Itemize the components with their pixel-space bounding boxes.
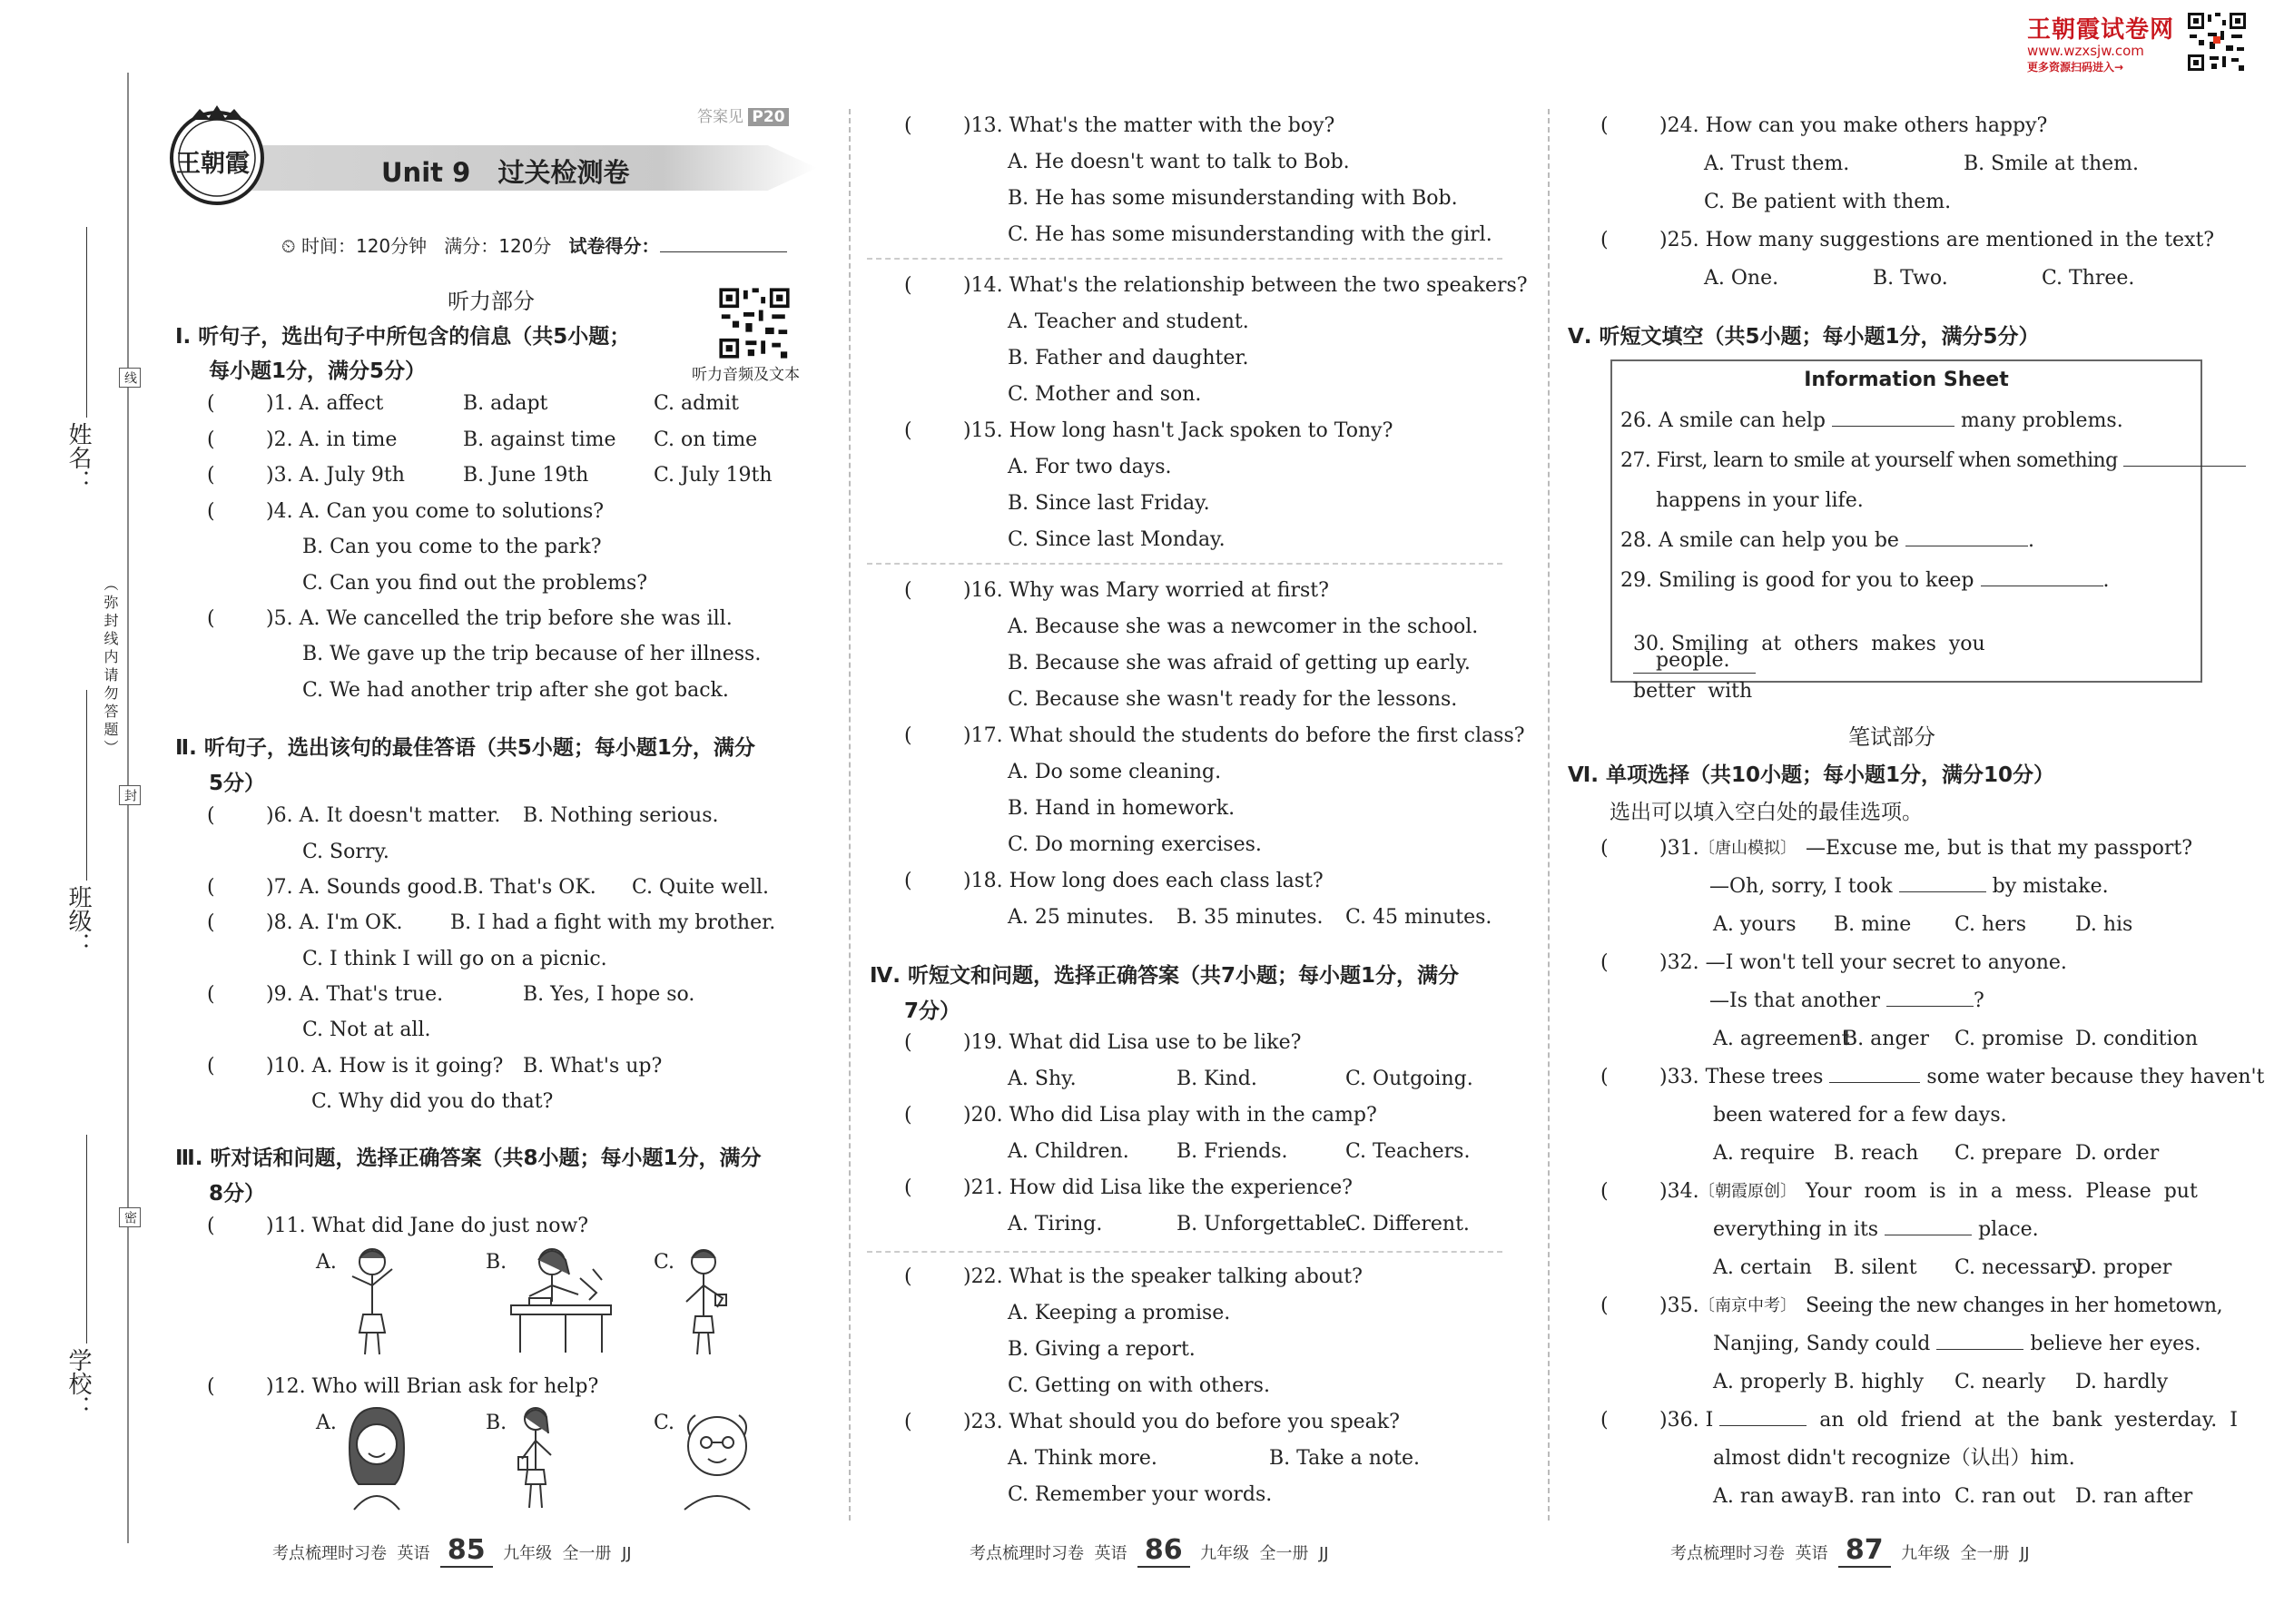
q25-stem: )25. How many suggestions are mentioned in the text? [1659,229,2215,251]
info-29-text: 29. Smiling is good for you to keep [1620,569,1974,592]
q23-option-a[interactable]: A. Think more. [1008,1447,1157,1470]
section-6-line2: 选出可以填入空白处的最佳选项。 [1610,801,1923,824]
q24 [1600,114,2048,138]
q33-stem-2: some water because they haven't [1926,1066,2265,1088]
q32-stem-3: ? [1974,989,1984,1012]
q33-line2: been watered for a few days. [1713,1104,2007,1127]
q34 [1600,1180,2198,1204]
answer-paren[interactable]: ( [904,419,912,442]
q14-stem: )14. What's the relationship between the two speakers? [963,274,1528,297]
q25-option-a[interactable]: A. One. [1704,267,1779,290]
binding-name-label: 姓名： [64,422,92,493]
answer-ref-page: P20 [748,108,788,126]
binding-line [127,73,129,1543]
q21-option-c[interactable]: C. Different. [1345,1213,1470,1235]
q5 [207,607,733,631]
q14-option-c[interactable]: C. Mother and son. [1008,383,1202,406]
q35-stem-3: believe her eyes. [2030,1333,2201,1355]
q2-option-b[interactable]: B. against time [463,428,616,451]
q3-option-c[interactable]: C. July 19th [654,464,773,487]
answer-paren[interactable]: ( [207,911,215,934]
q13 [904,114,1335,138]
q32-option-c[interactable]: C. promise [1954,1028,2064,1050]
girl-standing-picture[interactable] [504,1403,567,1511]
brand-block [2027,11,2174,74]
q10 [207,1055,663,1078]
information-sheet-title: Information Sheet [1804,369,2009,391]
q35-option-a[interactable]: A. properly [1713,1371,1826,1393]
q25 [1600,229,2215,252]
answer-paren[interactable]: ( [904,114,912,137]
q18-stem: )18. How long does each class last? [963,870,1324,892]
q22-option-a[interactable]: A. Keeping a promise. [1008,1302,1231,1324]
q3 [207,464,773,487]
q9-option-a[interactable]: )9. A. That's true. [266,983,444,1006]
q34-option-d[interactable]: D. proper [2075,1256,2172,1279]
answer-paren[interactable]: ( [904,1031,912,1054]
q2-option-c[interactable]: C. on time [654,428,758,451]
divider [867,1251,1502,1253]
q34-stem-3: place. [1978,1218,2039,1241]
q34-line2 [1713,1218,2039,1242]
q2 [207,428,758,452]
q8-option-a[interactable]: )8. A. I'm OK. [266,911,403,934]
q17-option-b[interactable]: B. Hand in homework. [1008,797,1236,820]
q31-blank[interactable] [1899,875,1986,892]
q20-option-c[interactable]: C. Teachers. [1345,1140,1471,1163]
q24-stem: )24. How can you make others happy? [1659,114,2048,137]
q13-option-b[interactable]: B. He has some misunderstanding with Bob. [1008,187,1458,210]
info-28-text: 28. A smile can help you be [1620,529,1899,552]
binding-class-line [86,690,87,881]
info-26-text: 26. A smile can help [1620,409,1826,432]
q36-option-c[interactable]: C. ran out [1954,1485,2056,1508]
q16 [904,579,1329,603]
answer-paren[interactable]: ( [1600,1294,1609,1317]
q1-option-a[interactable]: )1. A. affect [266,392,384,415]
binding-school-label: 学校： [64,1348,92,1419]
exam-total: 满分：120分 [444,235,552,257]
section-3-line1: Ⅲ. 听对话和问题，选择正确答案（共8小题；每小题1分，满分 [175,1147,762,1170]
q31-line2 [1709,875,2109,899]
info-30-text: 30. Smiling at others makes you [1633,633,1985,655]
answer-paren[interactable]: ( [207,804,215,827]
q34-option-a[interactable]: A. certain [1713,1256,1812,1279]
answer-paren[interactable]: ( [1600,1066,1609,1088]
q18-option-a[interactable]: A. 25 minutes. [1008,906,1155,929]
q10-option-c[interactable]: C. Why did you do that? [311,1090,554,1113]
q36-stem-line [1659,1409,2238,1432]
exam-time: 时间：120分钟 [300,235,428,257]
answer-paren[interactable]: ( [904,724,912,747]
q33-stem: )33. These trees [1659,1066,1824,1088]
exam-info [281,231,787,258]
q7-option-a[interactable]: )7. A. Sounds good. [266,876,464,899]
answer-paren[interactable]: ( [904,1265,912,1288]
q21 [904,1176,1353,1200]
q11-stem: )11. What did Jane do just now? [266,1215,589,1237]
q32-option-b[interactable]: B. anger [1843,1028,1930,1050]
q7 [207,876,770,900]
q21-option-a[interactable]: A. Tiring. [1008,1213,1103,1235]
section-1-line1: Ⅰ. 听句子，选出句子中所包含的信息（共5小题； [175,325,631,349]
q32-blank[interactable] [1886,989,1974,1007]
q32-stem-2: —Is that another [1709,989,1881,1012]
answer-paren[interactable]: ( [904,1176,912,1199]
answer-paren[interactable]: ( [207,392,215,415]
q8-option-c[interactable]: C. I think I will go on a picnic. [302,948,607,970]
q34-stem: Your room is in a mess. Please put [1806,1180,2198,1203]
info-row-26 [1620,409,2123,433]
q15-option-b[interactable]: B. Since last Friday. [1008,492,1210,515]
q11 [207,1215,589,1238]
q6-option-b[interactable]: B. Nothing serious. [523,804,719,827]
q19-option-c[interactable]: C. Outgoing. [1345,1068,1473,1090]
q4-option-c[interactable]: C. Can you find out the problems? [302,572,648,595]
answer-paren[interactable]: ( [1600,229,1609,251]
q33-option-b[interactable]: B. reach [1834,1142,1919,1165]
q1-option-b[interactable]: B. adapt [463,392,548,415]
q3-option-b[interactable]: B. June 19th [463,464,589,487]
q5-option-b[interactable]: B. We gave up the trip because of her illness. [302,643,762,665]
section-2-line2: 5分） [209,772,266,795]
page-number: 85 [440,1534,493,1568]
info-29-text-end: . [2102,569,2110,592]
answer-paren[interactable]: ( [904,1104,912,1127]
footer-left-text: 考点梳理时习卷 英语 [970,1544,1127,1563]
q16-option-a[interactable]: A. Because she was a newcomer in the school. [1008,615,1479,638]
q22-option-b[interactable]: B. Giving a report. [1008,1338,1196,1361]
info-row-28 [1620,529,2034,553]
answer-paren[interactable]: ( [207,607,215,630]
q31-option-c[interactable]: C. hers [1954,913,2027,936]
answer-paren[interactable]: ( [1600,951,1609,974]
q15-option-a[interactable]: A. For two days. [1008,456,1172,478]
q18-option-b[interactable]: B. 35 minutes. [1177,906,1324,929]
q36-stem-2: an old friend at the bank yesterday. I [1819,1409,2238,1432]
divider [867,258,1502,260]
info-30-text-wrap: people. [1656,649,1730,672]
q32-option-d[interactable]: D. condition [2075,1028,2198,1050]
listening-title: 听力部分 [448,289,535,314]
q34-option-c[interactable]: C. necessary [1954,1256,2083,1279]
brand-url: www.wzxsjw.com [2027,43,2144,59]
answer-paren[interactable]: ( [207,1055,215,1078]
section-3-line2: 8分） [209,1182,266,1206]
q24-option-a[interactable]: A. Trust them. [1704,153,1850,175]
q34-option-b[interactable]: B. silent [1834,1256,1917,1279]
answer-paren[interactable]: ( [1600,837,1609,860]
answer-paren[interactable]: ( [207,464,215,487]
writing-title: 笔试部分 [1848,724,1935,750]
answer-paren[interactable]: ( [207,983,215,1006]
section-1-line2: 每小题1分，满分5分） [209,359,427,383]
q32-option-a[interactable]: A. agreement [1713,1028,1850,1050]
q16-option-b[interactable]: B. Because she was afraid of getting up early. [1008,652,1471,674]
q31-stem-3: by mistake. [1992,875,2109,898]
q33-blank[interactable] [1829,1066,1920,1083]
girl-at-desk-picture[interactable] [502,1242,620,1360]
q20-stem: )20. Who did Lisa play with in the camp? [963,1104,1377,1127]
q19-option-b[interactable]: B. Kind. [1177,1068,1257,1090]
q35-stem-2: Nanjing, Sandy could [1713,1333,1931,1355]
q20-option-a[interactable]: A. Children. [1008,1140,1129,1163]
q34-blank[interactable] [1885,1218,1972,1235]
logo-name: 王朝霞 [176,150,250,178]
q17-option-c[interactable]: C. Do morning exercises. [1008,833,1262,856]
binding-mark-mi: 密 [119,1207,141,1227]
old-man-picture[interactable] [672,1403,763,1511]
section-5-title: Ⅴ. 听短文填空（共5小题；每小题1分，满分5分） [1568,325,2040,349]
q35 [1600,1294,2223,1318]
footer-page-85 [272,1534,632,1566]
q31 [1600,837,2193,861]
q12 [207,1375,599,1399]
exam-score-label: 试卷得分： [568,235,660,257]
answer-paren[interactable]: ( [1600,1180,1609,1203]
section-6-line1: Ⅵ. 单项选择（共10小题；每小题1分，满分10分） [1568,763,2055,787]
answer-paren[interactable]: ( [904,870,912,892]
q36-line2: almost didn't recognize（认出）him. [1713,1447,2075,1470]
answer-paren[interactable]: ( [207,876,215,899]
q11-option-b-label[interactable]: B. [486,1251,507,1274]
q13-option-a[interactable]: A. He doesn't want to talk to Bob. [1008,151,1350,173]
q2-option-a[interactable]: )2. A. in time [266,428,398,451]
q13-option-c[interactable]: C. He has some misunderstanding with the girl. [1008,223,1492,246]
q33-option-a[interactable]: A. require [1713,1142,1816,1165]
q31-option-b[interactable]: B. mine [1834,913,1912,936]
score-blank[interactable] [660,235,787,252]
q12-option-c-label[interactable]: C. [654,1412,675,1434]
q15-stem: )15. How long hasn't Jack spoken to Tony? [963,419,1393,442]
q7-option-b[interactable]: B. That's OK. [463,876,596,899]
footer-page-87 [1670,1534,2030,1566]
q3-option-a[interactable]: )3. A. July 9th [266,464,405,487]
q4-option-a[interactable]: )4. A. Can you come to solutions? [266,500,605,523]
footer-left-text: 考点梳理时习卷 英语 [1670,1544,1828,1563]
answer-paren[interactable]: ( [904,579,912,602]
info-row-29 [1620,569,2110,593]
binding-class-label: 班级： [64,885,92,956]
footer-grade-text: 九年级 全一册 JJ [503,1544,632,1563]
q36-option-d[interactable]: D. ran after [2075,1485,2193,1508]
q22-option-c[interactable]: C. Getting on with others. [1008,1374,1270,1397]
binding-school-line [86,1135,87,1343]
q23-option-c[interactable]: C. Remember your words. [1008,1483,1273,1506]
q17-stem: )17. What should the students do before the first class? [963,724,1525,747]
q22-stem: )22. What is the speaker talking about? [963,1265,1363,1288]
divider [867,563,1502,565]
binding-mark-feng: 封 [119,785,141,805]
q7-option-c[interactable]: C. Quite well. [632,876,770,899]
q24-option-b[interactable]: B. Smile at them. [1964,153,2140,175]
brand-name: 王朝霞试卷网 [2027,16,2175,44]
q19 [904,1031,1302,1055]
section-2-line1: Ⅱ. 听句子，选出该句的最佳答语（共5小题；每小题1分，满分 [175,736,755,760]
q17 [904,724,1525,748]
q6 [207,804,719,828]
q25-option-c[interactable]: C. Three. [2042,267,2135,290]
q18-option-c[interactable]: C. 45 minutes. [1345,906,1492,929]
q10-option-a[interactable]: )10. A. How is it going? [266,1055,504,1078]
q32-line2 [1709,989,1984,1013]
q31-stem-2: —Oh, sorry, I took [1709,875,1893,898]
section-4-line1: Ⅳ. 听短文和问题，选择正确答案（共7小题；每小题1分，满分 [870,964,1460,988]
q35-number: )35. [1659,1294,1699,1317]
answer-paren[interactable]: ( [207,1375,215,1398]
footer-left-text: 考点梳理时习卷 英语 [272,1544,430,1563]
q32-stem: )32. —I won't tell your secret to anyone. [1659,951,2067,974]
footer-grade-text: 九年级 全一册 JJ [1200,1544,1329,1563]
q8 [207,911,776,935]
q36-blank[interactable] [1719,1409,1807,1426]
q35-option-b[interactable]: B. highly [1834,1371,1925,1393]
q17-option-a[interactable]: A. Do some cleaning. [1008,761,1222,783]
q33 [1600,1066,2265,1089]
q14-option-a[interactable]: A. Teacher and student. [1008,310,1249,333]
info-30-text-end: better with [1633,680,1753,703]
q35-option-c[interactable]: C. nearly [1954,1371,2046,1393]
brand-slogan: 更多资源扫码进入→ [2027,61,2124,74]
q35-source-tag: 〔南京中考〕 [1698,1296,1797,1315]
answer-paren[interactable]: ( [1600,1409,1609,1432]
q9 [207,983,695,1007]
answer-paren[interactable]: ( [1600,114,1609,137]
page-title: Unit 9 过关检测卷 [381,157,630,188]
q33-option-c[interactable]: C. prepare [1954,1142,2063,1165]
q35-line2 [1713,1333,2200,1356]
brand-qr-icon[interactable] [2186,11,2248,73]
q34-source-tag: 〔朝霞原创〕 [1698,1182,1797,1201]
column-divider-1 [849,109,851,1521]
q33-stem-line [1659,1066,2264,1089]
footer-page-86 [970,1534,1329,1566]
logo-badge [163,102,271,209]
q31-option-d[interactable]: D. his [2075,913,2133,936]
q1 [207,392,739,416]
qr-caption: 听力音频及文本 [692,366,800,384]
q36-stem: )36. I [1659,1409,1714,1432]
q8-option-b[interactable]: B. I had a fight with my brother. [450,911,776,934]
q34-number: )34. [1659,1180,1699,1203]
q32 [1600,951,2067,975]
q9-option-b[interactable]: B. Yes, I hope so. [523,983,695,1006]
q19-stem: )19. What did Lisa use to be like? [963,1031,1302,1054]
answer-ref [697,103,789,126]
q36-option-b[interactable]: B. ran into [1834,1485,1942,1508]
q5-option-c[interactable]: C. We had another trip after she got back. [302,679,729,702]
woman-picture[interactable] [336,1403,418,1511]
binding-mark-xian: 线 [119,368,141,388]
q19-option-a[interactable]: A. Shy. [1008,1068,1077,1090]
listening-qr-icon[interactable] [717,286,792,360]
q22 [904,1265,1363,1289]
q34-stem-2: everything in its [1713,1218,1879,1241]
answer-paren[interactable]: ( [207,500,215,523]
answer-paren[interactable]: ( [207,1215,215,1237]
clock-icon: ⏲ [281,235,296,257]
q35-option-d[interactable]: D. hardly [2075,1371,2169,1393]
q15-option-c[interactable]: C. Since last Monday. [1008,528,1226,551]
q20 [904,1104,1377,1127]
q6-option-a[interactable]: )6. A. It doesn't matter. [266,804,501,827]
q10-option-b[interactable]: B. What's up? [523,1055,663,1078]
answer-paren[interactable]: ( [904,274,912,297]
q15 [904,419,1393,443]
q12-option-a-label[interactable]: A. [316,1412,337,1434]
q16-option-c[interactable]: C. Because she wasn't ready for the lessons. [1008,688,1458,711]
info-29-blank[interactable] [1981,569,2103,586]
info-26-blank[interactable] [1832,409,1954,427]
answer-paren[interactable]: ( [904,1411,912,1433]
q20-option-b[interactable]: B. Friends. [1177,1140,1288,1163]
q33-option-d[interactable]: D. order [2075,1142,2160,1165]
page-number: 86 [1137,1534,1190,1568]
q14 [904,274,1528,298]
q36-option-a[interactable]: A. ran away [1713,1485,1834,1508]
q9-option-c[interactable]: C. Not at all. [302,1019,431,1041]
info-27-text: 27. First, learn to smile at yourself when something [1620,449,2118,472]
q13-stem: )13. What's the matter with the boy? [963,114,1335,137]
page-number: 87 [1838,1534,1891,1568]
q24-option-c[interactable]: C. Be patient with them. [1704,191,1952,213]
girl-dancing-picture[interactable] [336,1242,409,1360]
q11-option-a-label[interactable]: A. [316,1251,337,1274]
q6-option-c[interactable]: C. Sorry. [302,841,389,863]
girl-with-cup-picture[interactable] [672,1242,735,1360]
q21-stem: )21. How did Lisa like the experience? [963,1176,1353,1199]
q4-option-b[interactable]: B. Can you come to the park? [302,536,602,558]
binding-name-line [86,227,87,418]
q18 [904,870,1324,893]
footer-grade-text: 九年级 全一册 JJ [1901,1544,2030,1563]
answer-ref-text: 答案见 [697,108,743,126]
section-4-line2: 7分） [904,999,961,1023]
info-row-27 [1620,449,2246,473]
q23 [904,1411,1400,1434]
q31-option-a[interactable]: A. yours [1713,913,1797,936]
q12-option-b-label[interactable]: B. [486,1412,507,1434]
q14-option-b[interactable]: B. Father and daughter. [1008,347,1249,369]
q23-option-b[interactable]: B. Take a note. [1269,1447,1420,1470]
q31-number: )31. [1659,837,1699,860]
q31-stem: —Excuse me, but is that my passport? [1806,837,2193,860]
binding-notice: （弥封线内请勿答题） [102,576,119,758]
q25-option-b[interactable]: B. Two. [1873,267,1948,290]
info-28-blank[interactable] [1905,529,2028,546]
info-28-text-end: . [2027,529,2034,552]
info-26-text-end: many problems. [1961,409,2123,432]
info-27-text-end: happens in your life. [1656,489,1864,512]
q36 [1600,1409,2238,1432]
info-27-blank[interactable] [2123,449,2246,467]
q12-stem: )12. Who will Brian ask for help? [266,1375,599,1398]
q1-option-c[interactable]: C. admit [654,392,739,415]
column-divider-2 [1548,109,1550,1521]
q31-source-tag: 〔唐山模拟〕 [1698,839,1797,858]
q35-blank[interactable] [1936,1333,2023,1350]
q23-stem: )23. What should you do before you speak? [963,1411,1400,1433]
q35-stem: Seeing the new changes in her hometown, [1806,1294,2223,1317]
q11-option-c-label[interactable]: C. [654,1251,675,1274]
q16-stem: )16. Why was Mary worried at first? [963,579,1329,602]
q5-option-a[interactable]: )5. A. We cancelled the trip before she was ill. [266,607,733,630]
answer-paren[interactable]: ( [207,428,215,451]
q4 [207,500,605,524]
q21-option-b[interactable]: B. Unforgettable. [1177,1213,1353,1235]
